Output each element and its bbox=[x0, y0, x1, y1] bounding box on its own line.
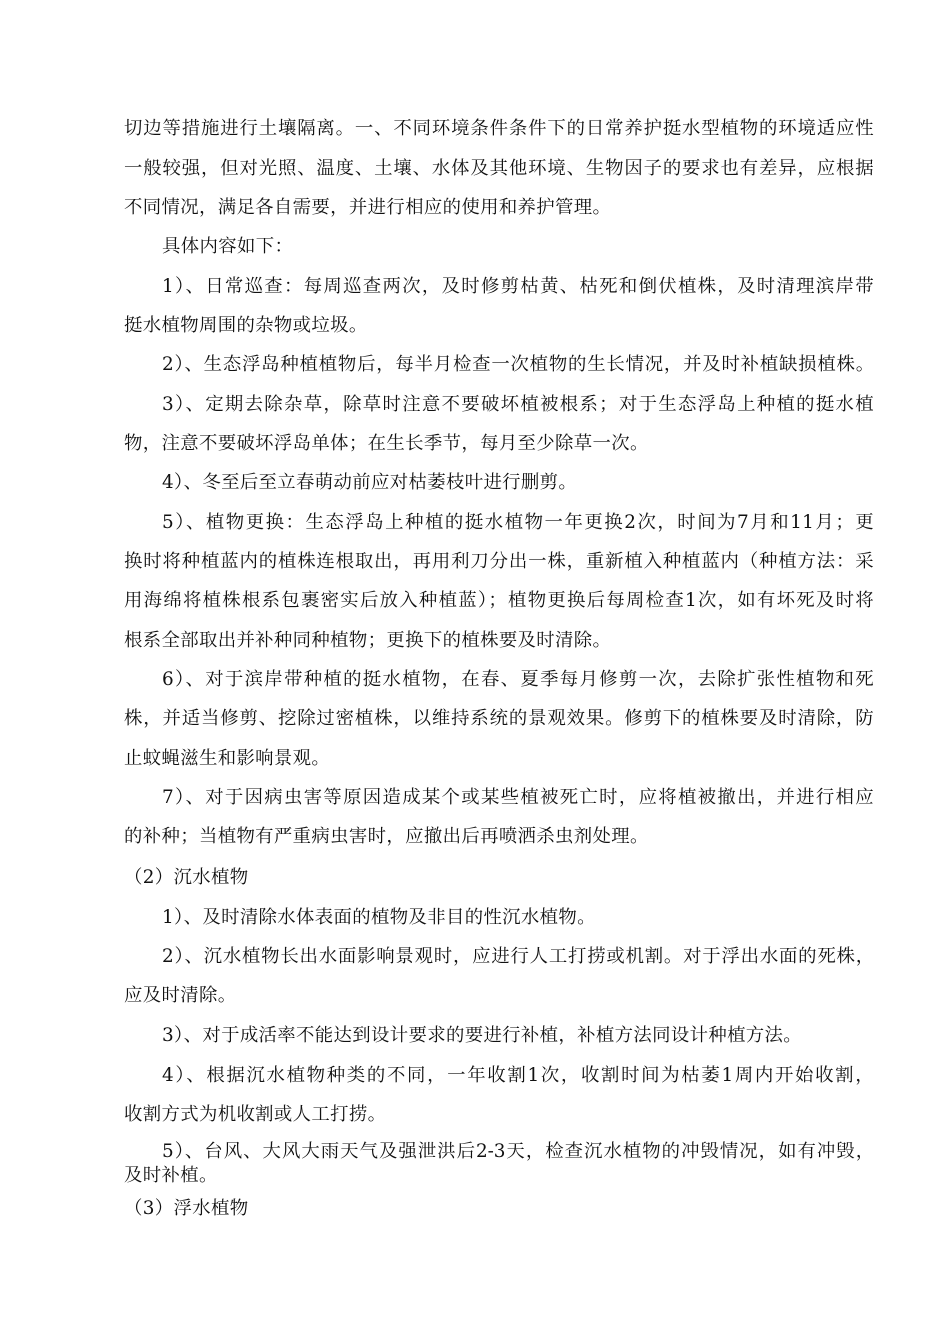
paragraph-line: 收割方式为机收割或人工打捞。 bbox=[124, 1104, 387, 1125]
paragraph-line: 株，并适当修剪、挖除过密植株，以维持系统的景观效果。修剪下的植株要及时清除，防 bbox=[124, 708, 874, 729]
section-heading: （3）浮水植物 bbox=[124, 1198, 249, 1219]
list-item: 7）、对于因病虫害等原因造成某个或某些植被死亡时，应将植被撤出，并进行相应 bbox=[162, 787, 874, 808]
list-item: 5）、植物更换：生态浮岛上种植的挺水植物一年更换2次，时间为7月和11月；更 bbox=[162, 512, 874, 533]
paragraph-line: 具体内容如下： bbox=[162, 236, 294, 257]
section-heading: （2）沉水植物 bbox=[124, 867, 249, 888]
list-item: 3）、定期去除杂草，除草时注意不要破坏植被根系；对于生态浮岛上种植的挺水植 bbox=[162, 394, 874, 415]
list-item: 6）、对于滨岸带种植的挺水植物，在春、夏季每月修剪一次，去除扩张性植物和死 bbox=[162, 669, 874, 690]
paragraph-line: 用海绵将植株根系包裹密实后放入种植蓝）；植物更换后每周检查1次，如有坏死及时将 bbox=[124, 590, 874, 611]
list-item: 1）、及时清除水体表面的植物及非目的性沉水植物。 bbox=[162, 907, 596, 928]
paragraph-line: 根系全部取出并补种同种植物；更换下的植株要及时清除。 bbox=[124, 630, 612, 651]
paragraph-line: 一般较强，但对光照、温度、土壤、水体及其他环境、生物因子的要求也有差异，应根据 bbox=[124, 158, 874, 179]
paragraph-line: 的补种；当植物有严重病虫害时，应撤出后再喷洒杀虫剂处理。 bbox=[124, 826, 649, 847]
paragraph-line: 切边等措施进行土壤隔离。一、不同环境条件条件下的日常养护挺水型植物的环境适应性 bbox=[124, 118, 874, 139]
paragraph-line: 不同情况，满足各自需要，并进行相应的使用和养护管理。 bbox=[124, 197, 612, 218]
paragraph-line: 换时将种植蓝内的植株连根取出，再用利刀分出一株，重新植入种植蓝内（种植方法：采 bbox=[124, 551, 874, 572]
list-item: 2）、生态浮岛种植植物后，每半月检查一次植物的生长情况，并及时补植缺损植株。 bbox=[162, 354, 874, 375]
list-item: 2）、沉水植物长出水面影响景观时，应进行人工打捞或机割。对于浮出水面的死株， bbox=[162, 946, 874, 967]
paragraph-line: 止蚊蝇滋生和影响景观。 bbox=[124, 748, 331, 769]
list-item: 1）、日常巡查：每周巡查两次，及时修剪枯黄、枯死和倒伏植株，及时清理滨岸带 bbox=[162, 276, 874, 297]
list-item: 3）、对于成活率不能达到设计要求的要进行补植，补植方法同设计种植方法。 bbox=[162, 1025, 803, 1046]
list-item: 4）、冬至后至立春萌动前应对枯萎枝叶进行删剪。 bbox=[162, 472, 578, 493]
list-item: 5）、台风、大风大雨天气及强泄洪后2-3天，检查沉水植物的冲毁情况，如有冲毁， bbox=[162, 1141, 874, 1162]
paragraph-line: 应及时清除。 bbox=[124, 985, 237, 1006]
paragraph-line: 挺水植物周围的杂物或垃圾。 bbox=[124, 315, 368, 336]
paragraph-line: 物，注意不要破坏浮岛单体；在生长季节，每月至少除草一次。 bbox=[124, 433, 649, 454]
paragraph-line: 及时补植。 bbox=[124, 1165, 218, 1186]
list-item: 4）、根据沉水植物种类的不同，一年收割1次，收割时间为枯萎1周内开始收割， bbox=[162, 1065, 874, 1086]
